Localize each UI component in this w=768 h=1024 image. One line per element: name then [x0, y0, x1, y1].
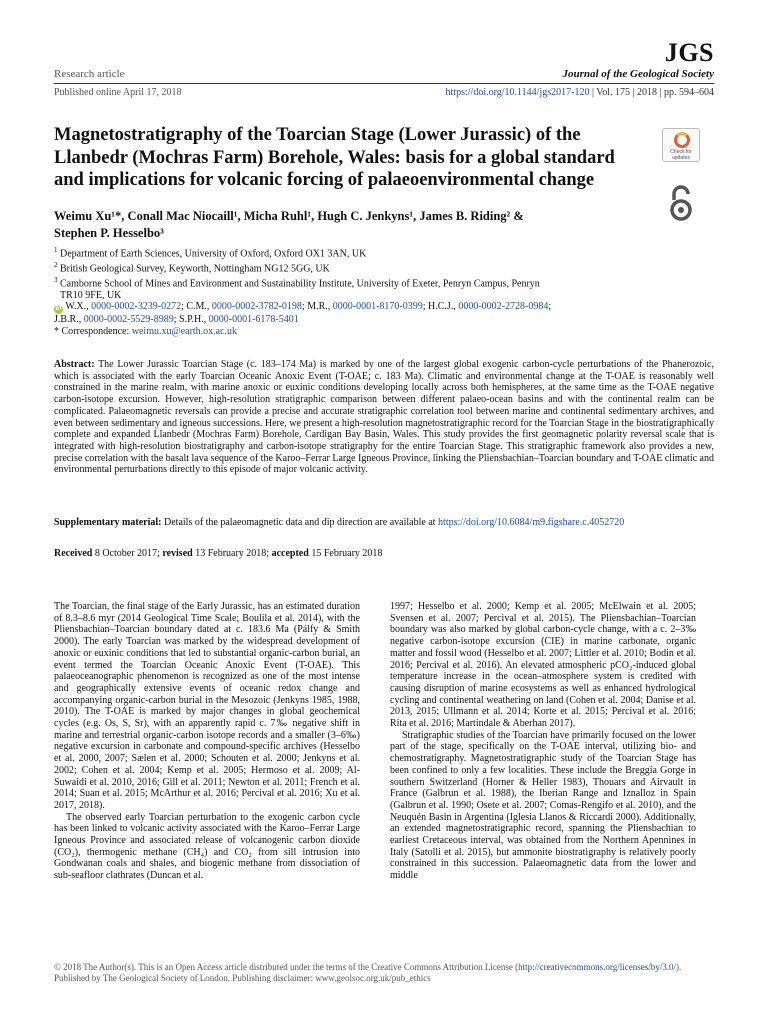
- license-footer: © 2018 The Author(s). This is an Open Access article distributed under the terms of the Creative Commons Attribution License (http://creativecommons.org/licenses/by/3.0/). Published by The Geological Society of London. Publishing disclaimer: www.geolsoc.org.uk/pub_ethics: [54, 962, 682, 983]
- orcid-link-sph[interactable]: 0000-0001-6178-5401: [208, 314, 299, 326]
- body-paragraph: The observed early Toarcian perturbation to the exogenic carbon cycle has been linked to volcanic activity associated with the Karoo–Ferrar Large Igneous Province and associated release of volcanogenic carbon dioxide (CO₂), thermogenic methane (CH₄) and CO₂ from sill intrusion into Gondwanan coals and shales, and biogenic methane from dissociation of sub-seafloor clathrates (Duncan et al.: [54, 811, 360, 882]
- orcid-line-2: J.B.R., 0000-0002-5529-8989; S.P.H., 0000-0001-6178-5401: [54, 314, 299, 326]
- body-paragraph: Stratigraphic studies of the Toarcian have primarily focused on the lower part of the stage, specifically on the T-OAE interval, utilizing bio- and chemostratigraphy. Magnetostratigraphic study of the Toarcian Stage has been confined to only a few localities. These include the Breggia Gorge in southern Switzerland (Horner & Heller 1983), Thouars and Airvault in France (Galbrun et al. 1988), the Iberian Range and Iznalloz in Spain (Galbrun et al. 1990; Osete et al. 2007; Comas-Rengifo et al. 2010), and the Neuquén Basin in Argentina (Iglesia Llanos & Riccardi 2000). Additionally, an extended magnetostratigraphic record, spanning the Pliensbachian to earliest Cretaceous interval, was obtained from the Northern Apennines in Italy (Satolli et al. 2015), but ammonite biostratigraphy is relatively poorly constrained in this succession. Palaeomagnetic data from the lower and middle: [390, 729, 696, 882]
- check-for-updates-badge[interactable]: [662, 128, 700, 162]
- license-link[interactable]: http://creativecommons.org/licenses/by/3.0/: [518, 962, 676, 972]
- supplementary-label: Supplementary material:: [54, 517, 162, 528]
- orcid-link-wx[interactable]: 0000-0002-3239-0272: [91, 301, 182, 313]
- article-title: Magnetostratigraphy of the Toarcian Stage (Lower Jurassic) of the Llanbedr (Mochras Farm) Borehole, Wales: basis for a global standard and implications for volcanic forcing of palaeoenvironmental change: [54, 125, 615, 190]
- doi-volume-line: [446, 87, 714, 98]
- body-column-left: [54, 601, 360, 882]
- journal-header: [54, 40, 714, 100]
- abstract: [54, 359, 714, 476]
- affiliation-3: $^3$ Camborne School of Mines and Environment and Sustainability Institute, University of Exeter, Penryn Campus, Penryn: [54, 275, 540, 290]
- correspondence-email[interactable]: weimu.xu@earth.ox.ac.uk: [131, 325, 238, 337]
- body-paragraph: 1997; Hesselbo et al. 2000; Kemp et al. 2005; McElwain et al. 2005; Svensen et al. 2007; Percival et al. 2015). The Pliensbachian–Toarcian boundary was also marked by global carbon-cycle change, with a c. 2–3‰ negative carbon-isotope excursion (CIE) in marine carbonate, organic matter and fossil wood (Hesselbo et al. 2007; Littler et al. 2010; Bodin et al. 2016; Percival et al. 2016). An elevated atmospheric pCO₂-induced global temperature increase in the ocean–atmosphere system is credited with causing disruption of marine ecosystems as well as enhanced hydrological cycling and continental weathering on land (Cohen et al. 2004; Danise et al. 2013, 2015; Ullmann et al. 2014; Korte et al. 2015; Percival et al. 2016; Rita et al. 2016; Martindale & Aberhan 2017).: [390, 601, 696, 730]
- orcid-line-1: iD W.X., 0000-0002-3239-0272; C.M., 0000-0002-3782-0198; M.R., 0000-0001-8170-0399; H.C.J., 0000-0002-2728-0984;: [55, 301, 552, 313]
- orcid-link-mr[interactable]: 0000-0001-8170-0399: [332, 301, 423, 313]
- supplementary-material: Supplementary material: Details of the palaeomagnetic data and dip direction are available at https://doi.org/10.6084/m9.figshare.c.4052720: [54, 517, 625, 528]
- journal-logo: JGS: [664, 38, 714, 67]
- header-divider: [54, 83, 714, 84]
- affiliations: [54, 245, 684, 338]
- correspondence: * Correspondence: weimu.xu@earth.ox.ac.uk: [54, 325, 238, 337]
- authors-line-1: Weimu Xu¹*, Conall Mac Niocaill¹, Micha Ruhl¹, Hugh C. Jenkyns¹, James B. Riding² &: [54, 209, 524, 223]
- publication-date: Published online April 17, 2018: [54, 87, 182, 98]
- supplementary-link[interactable]: https://doi.org/10.6084/m9.figshare.c.4052720: [438, 517, 625, 528]
- section-label: Research article: [54, 68, 125, 80]
- doi-link[interactable]: https://doi.org/10.1144/jgs2017-120: [445, 87, 590, 98]
- abstract-label: Abstract:: [54, 359, 95, 370]
- body-column-right: [390, 601, 696, 882]
- abstract-text: The Lower Jurassic Toarcian Stage (c. 183–174 Ma) is marked by one of the largest global exogenic carbon-cycle perturbations of the Phanerozoic, which is associated with the early Toarcian Oceanic Anoxic Event (T-OAE; c. 183 Ma). Climatic and environmental change at the T-OAE is reasonably well constrained in the marine realm, with marine anoxic or euxinic conditions developing locally across both hemispheres, at the same time as the T-OAE negative carbon-isotope excursion. However, high-resolution stratigraphic comparison between different palaeo-ocean basins and with the continental realm can be complicated. Palaeomagnetic reversals can provide a precise and accurate stratigraphic correlation tool between marine and continental sedimentary archives, and even between sedimentary and igneous successions. Here, we present a high-resolution magnetostratigraphic record for the Toarcian Stage in the biostratigraphically complete and expanded Llanbedr (Mochras Farm) Borehole, Cardigan Bay Basin, Wales. This study provides the first geomagnetic polarity reversal scale that is integrated with high-resolution biostratigraphy and carbon-isotope stratigraphy for the entire Toarcian Stage. This stratigraphic framework also provides a new, precise correlation with the basalt lava sequence of the Karoo–Ferrar Large Igneous Province, linking the Pliensbachian–Toarcian boundary and T-OAE climatic and environmental perturbations directly to this episode of major volcanic activity.: [54, 359, 714, 476]
- affiliation-1: $^1$ Department of Earth Sciences, University of Oxford, Oxford OX1 3AN, UK: [54, 246, 367, 260]
- check-updates-label: Check for updates: [670, 149, 692, 161]
- orcid-link-hcj[interactable]: 0000-0002-2728-0984: [458, 301, 549, 313]
- author-list: [54, 208, 644, 242]
- affiliation-2: $^2$ British Geological Survey, Keyworth, Nottingham NG12 5GG, UK: [54, 260, 330, 275]
- affiliation-3-cont: TR10 9FE, UK: [60, 289, 122, 301]
- volume-info: | Vol. 175 | 2018 | pp. 594–604: [589, 87, 714, 98]
- authors-line-2: Stephen P. Hesselbo³: [54, 226, 164, 240]
- journal-name: Journal of the Geological Society: [562, 68, 714, 80]
- open-access-icon: [666, 184, 696, 222]
- body-paragraph: The Toarcian, the final stage of the Early Jurassic, has an estimated duration of 8.3–8.6 myr (2014 Geological Time Scale; Boulila et al. 2014), with the Pliensbachian–Toarcian boundary dated at c. 183.6 Ma (Pálfy & Smith 2000). The early Toarcian was marked by the widespread development of anoxic or euxinic conditions that led to substantial organic-carbon burial, an event termed the Toarcian Oceanic Anoxic Event (T-OAE). This palaeoceanographic phenomenon is recognized as one of the most intense and geographically extensive events of oceanic redox change and accompanying organic-carbon burial in the Mesozoic (Jenkyns 1985, 1988, 2010). The T-OAE is marked by major changes in global geochemical cycles (e.g. Os, S, Sr), with an apparently rapid c. 7‰ negative shift in marine and terrestrial organic-carbon isotope records and a smaller (3–6‰) negative excursion in carbonate and compound-specific archives (Hesselbo et al. 2000, 2007; Sælen et al. 2000; Schouten et al. 2000; Jenkyns et al. 2002; Cohen et al. 2004; Kemp et al. 2005; Hermoso et al. 2009; Al-Suwaidi et al. 2010, 2016; Gill et al. 2011; Newton et al. 2011; French et al. 2014; Suan et al. 2015; McArthur et al. 2016; Percival et al. 2016; Xu et al. 2017, 2018).: [54, 601, 360, 811]
- orcid-icon: iD: [55, 306, 62, 313]
- received-dates: Received 8 October 2017; revised 13 February 2018; accepted 15 February 2018: [54, 548, 383, 559]
- orcid-link-cm[interactable]: 0000-0002-3782-0198: [211, 301, 302, 313]
- orcid-link-jbr[interactable]: 0000-0002-5529-8989: [83, 314, 174, 326]
- check-updates-icon: [674, 132, 690, 148]
